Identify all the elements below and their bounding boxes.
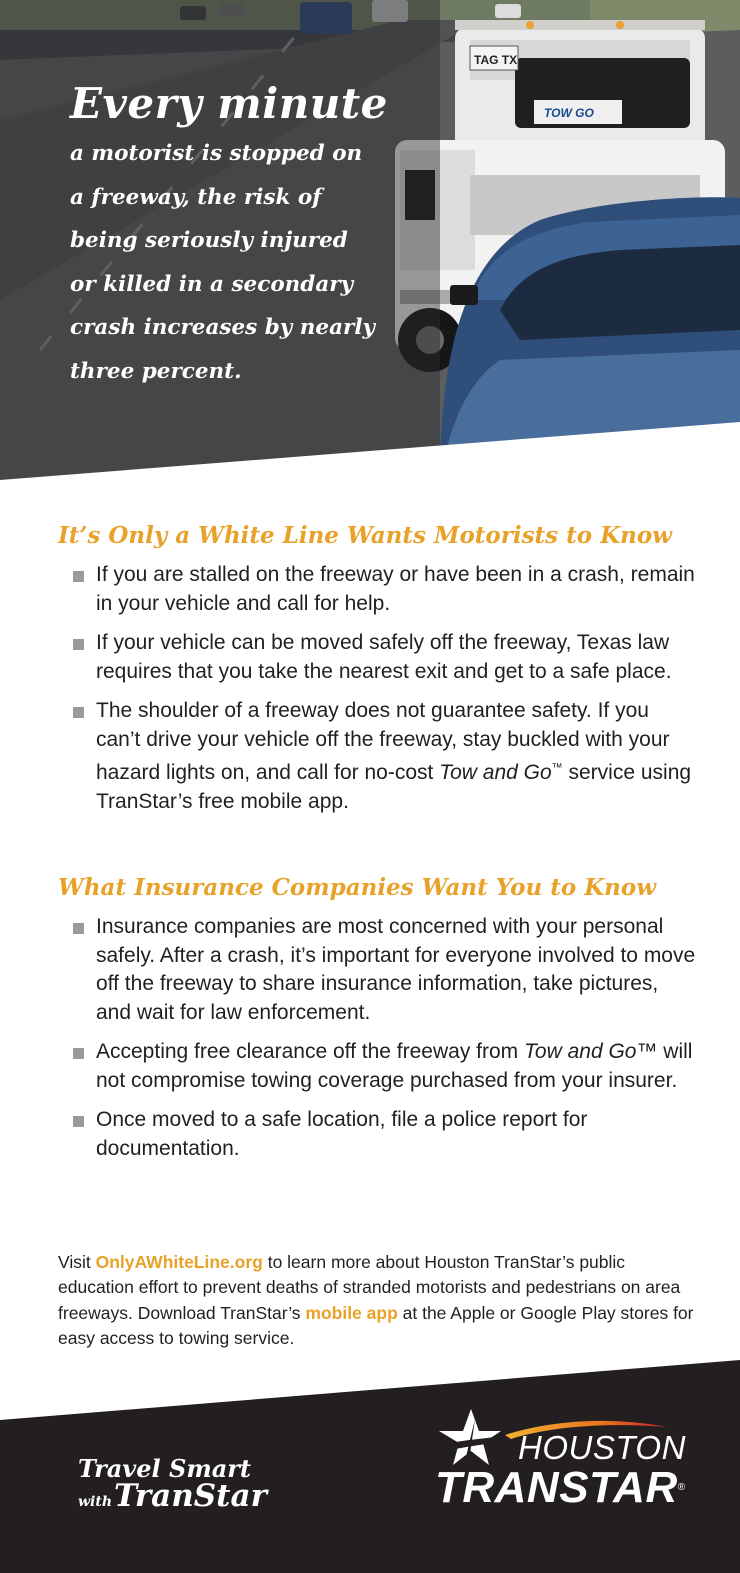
with-text: with — [78, 1494, 113, 1510]
tow-go-sign-text: TOW GO — [544, 106, 594, 120]
logo-houston-text: HOUSTON — [518, 1429, 686, 1466]
houston-transtar-logo — [435, 1405, 695, 1525]
visit-paragraph — [58, 1250, 698, 1352]
visit-text: at the Apple or Google Play stores for easy access to towing service. — [58, 1302, 694, 1348]
list-item — [58, 1038, 698, 1095]
hero-line: crash increases by nearly — [70, 315, 376, 340]
bullet-list — [58, 561, 698, 816]
section-title-insurance: What Insurance Companies Want You to Know — [58, 874, 657, 901]
section-insurance — [58, 874, 698, 1174]
hero-line: a motorist is stopped on — [70, 141, 363, 166]
bullet-text: Insurance companies are most concerned with your personal safely. After a crash, it’s important for everyone involved to move off the freeway to share insurance information, take pictures, and wait for law enforcement. — [96, 915, 696, 1024]
website-link[interactable]: OnlyAWhiteLine.org — [95, 1251, 263, 1272]
bullet-text-before: The shoulder of a freeway does not guarantee safety. If you can’t drive your vehicle off the freeway, stay buckled with your hazard lights on, and call for no-cost — [96, 699, 670, 784]
bullet-text: If you are stalled on the freeway or have been in a crash, remain in your vehicle and call for help. — [96, 563, 695, 615]
bullet-text-after: service using TranStar’s free mobile app. — [96, 761, 692, 813]
tow-and-go-name: Tow and Go™ — [524, 1040, 658, 1063]
visit-text: to learn more about Houston TranStar’s public education effort to prevent deaths of stranded motorists and pedestrians on area freeways. Download TranStar’s — [58, 1251, 681, 1323]
square-bullet-icon — [73, 1116, 84, 1127]
bullet-text: Once moved to a safe location, file a police report for documentation. — [96, 1108, 588, 1160]
square-bullet-icon — [73, 923, 84, 934]
list-item — [58, 697, 698, 816]
transtar-text: TranStar — [114, 1478, 267, 1514]
trademark-symbol: ™ — [551, 762, 563, 774]
registered-mark: ® — [677, 1482, 686, 1493]
section-title-white-line: It’s Only a White Line Wants Motorists to Know — [58, 522, 672, 549]
hero-line: being seriously injured — [70, 228, 348, 253]
license-plate-text: TAG TX — [474, 53, 518, 67]
square-bullet-icon — [73, 639, 84, 650]
mobile-app-link[interactable]: mobile app — [305, 1302, 398, 1323]
list-item — [58, 561, 698, 618]
list-item — [58, 913, 698, 1027]
logo-transtar-text — [435, 1465, 686, 1511]
tow-and-go-name: Tow and Go — [439, 761, 552, 784]
section-white-line — [58, 522, 698, 827]
square-bullet-icon — [73, 707, 84, 718]
bullet-text-after: will not compromise towing coverage purchased from your insurer. — [96, 1040, 693, 1092]
bullet-list — [58, 913, 698, 1163]
hero-line: or killed in a secondary — [70, 271, 354, 297]
travel-smart-tagline — [78, 1456, 267, 1518]
hero-body — [70, 132, 410, 393]
square-bullet-icon — [73, 1048, 84, 1059]
bullet-text-before: Accepting free clearance off the freeway from — [96, 1040, 524, 1063]
hero-line: a freeway, the risk of — [70, 184, 322, 210]
hero-photo — [0, 0, 740, 480]
visit-text: Visit — [58, 1251, 96, 1272]
square-bullet-icon — [73, 571, 84, 582]
hero-line: three percent. — [70, 358, 242, 384]
hero-headline — [70, 78, 410, 393]
travel-smart-text: Travel Smart — [78, 1454, 252, 1483]
with-transtar-text — [78, 1480, 267, 1518]
bullet-text: If your vehicle can be moved safely off the freeway, Texas law requires that you take the nearest exit and get to a safe place. — [96, 631, 672, 683]
hero-title: Every minute — [70, 79, 388, 128]
list-item — [58, 629, 698, 686]
list-item — [58, 1106, 698, 1163]
logo-transtar-word: TRANSTAR — [435, 1463, 678, 1512]
